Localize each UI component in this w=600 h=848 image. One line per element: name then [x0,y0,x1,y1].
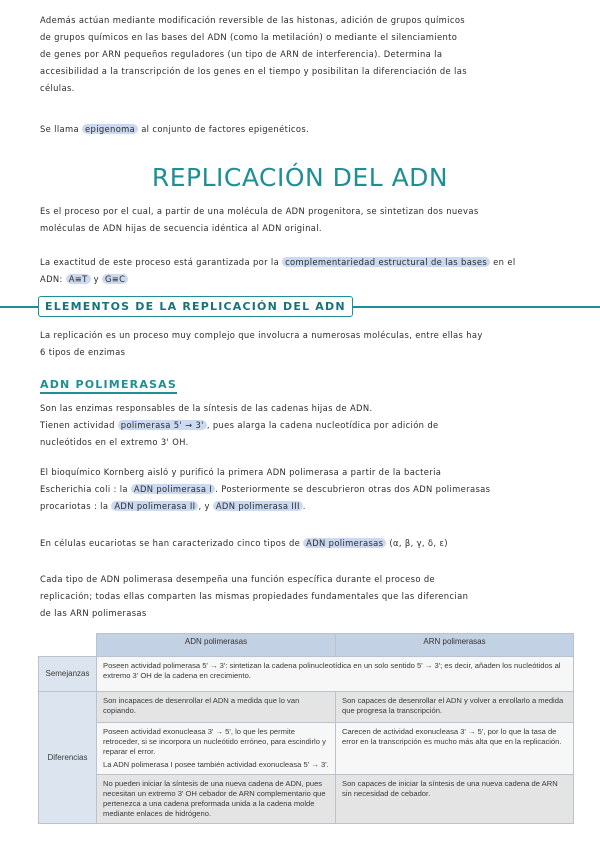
eucariotas-highlight: ADN polimerasas [303,538,386,548]
diff-cell-arn: Carecen de actividad exonucleasa 3' → 5', por lo que la tasa de error en la transcripción es mucho más alta que en la replicación. [336,723,574,775]
eucariotas-pre: En células eucariotas se han caracterizado cinco tipos de [40,538,301,548]
exactitud-paragraph [40,254,560,288]
intro-line: Además actúan mediante modificación reversible de las histonas, adición de grupos químicos [40,15,466,25]
header-adn-polimerasas: ADN polimerasas [97,634,336,657]
kornberg-paragraph [40,464,560,515]
intro-line: de genes por ARN pequeños reguladores (un tipo de ARN de interferencia). Determina la [40,49,443,59]
exonucleasa-note: La ADN polimerasa I posee también actividad exonucleasa 5' → 3'. [103,760,329,769]
diff-cell-arn: Son capaces de desenrollar el ADN y volver a enrollarlo a medida que progresa la transcripción. [336,692,574,723]
adn-pol-iii: ADN polimerasa III [213,501,303,511]
epigenoma-pre: Se llama [40,124,80,134]
diff-cell-adn: No pueden iniciar la síntesis de una nueva cadena de ADN, pues necesitan un extremo 3' OH cebador de ARN complementario que pertenezca a una cadena preformada unida a la cadena molde mediante enlaces de hidrógeno. [97,775,336,824]
complejo-line: 6 tipos de enzimas [40,347,126,357]
cada-paragraph [40,571,560,622]
base-pair-gc: G≡C [102,274,128,284]
table-row [39,657,574,692]
exactitud-line-1 [40,254,560,271]
definition-line: moléculas de ADN hijas de secuencia idéntica al ADN original. [40,223,322,233]
table-row [39,692,574,723]
kornberg-procariotas: procariotas : la [40,501,109,511]
polimerasa-line: nucleótidos en el extremo 3' OH. [40,437,189,447]
epigenoma-post: al conjunto de factores epigenéticos. [141,124,310,134]
definition-paragraph [40,203,560,237]
intro-paragraph [40,12,560,97]
cada-line: Cada tipo de ADN polimerasa desempeña una función específica durante el proceso de [40,574,436,584]
kornberg-y: , y [198,501,210,511]
eucariotas-paragraph [40,535,560,552]
intro-line: accesibilidad a la transcripción de los genes en el tiempo y posibilitan la diferenciación de las [40,66,467,76]
polimerasa-highlight: polimerasa 5' → 3' [118,420,207,430]
epigenoma-sentence [40,121,560,138]
cada-line: replicación; todas ellas comparten las mismas propiedades fundamentales que las diferencian [40,591,469,601]
kornberg-line: El bioquímico Kornberg aisló y purificó la primera ADN polimerasa a partir de la bacteria [40,467,442,477]
adn-pol-ii: ADN polimerasa II [111,501,198,511]
epigenoma-term: epigenoma [82,124,138,134]
polimerasa-post: , pues alarga la cadena nucleotídica por adición de [206,420,439,430]
complejo-paragraph [40,327,560,361]
table-corner [39,634,97,657]
diff-cell-adn: Son incapaces de desenrollar el ADN a medida que lo van copiando. [97,692,336,723]
exactitud-adn-label: ADN: [40,274,63,284]
section-heading: ELEMENTOS DE LA REPLICACIÓN DEL ADN [38,296,353,317]
table-row [39,775,574,824]
definition-line: Es el proceso por el cual, a partir de una molécula de ADN progenitora, se sintetizan dos nuevas [40,206,479,216]
kornberg-post: . Posteriormente se descubrieron otras dos ADN polimerasas [215,484,491,494]
diff-cell-adn [97,723,336,775]
header-arn-polimerasas: ARN polimerasas [336,634,574,657]
kornberg-line-3 [40,498,560,515]
cada-line: de las ARN polimerasas [40,608,147,618]
complejo-line: La replicación es un proceso muy complejo que involucra a numerosas moléculas, entre ellas hay [40,330,483,340]
base-pair-at: A≡T [66,274,91,284]
kornberg-line-2 [40,481,560,498]
intro-line: de grupos químicos en las bases del ADN (como la metilación) o mediante el silenciamiento [40,32,458,42]
eucariotas-post: (α, β, γ, δ, ε) [389,538,448,548]
table-row [39,723,574,775]
exactitud-line-2 [40,271,560,288]
kornberg-pre: Escherichia coli : la [40,484,128,494]
comparison-table [38,633,574,824]
exactitud-highlight: complementariedad estructural de las bases [282,257,490,267]
intro-line: células. [40,83,75,93]
exactitud-y: y [93,274,99,284]
polimerasa-line: Son las enzimas responsables de la síntesis de las cadenas hijas de ADN. [40,403,373,413]
kornberg-end: . [302,501,306,511]
exactitud-post: en el [493,257,516,267]
exonucleasa-text: Poseen actividad exonucleasa 3' → 5', lo que les permite retroceder, si se incorpora un nucleótido erróneo, para escindirlo y reparar el error. [103,727,326,756]
subheading-adn-polimerasas: ADN POLIMERASAS [40,378,177,394]
polimerasa-pre: Tienen actividad [40,420,115,430]
page-title: REPLICACIÓN DEL ADN [151,163,449,192]
adn-pol-i: ADN polimerasa I [131,484,215,494]
exactitud-pre: La exactitud de este proceso está garantizada por la [40,257,280,267]
row-head-semejanzas: Semejanzas [39,657,97,692]
polimerasa-line-2 [40,417,560,434]
diff-cell-arn: Son capaces de iniciar la síntesis de una nueva cadena de ARN sin necesidad de cebador. [336,775,574,824]
row-head-diferencias: Diferencias [39,692,97,824]
semejanzas-cell: Poseen actividad polimerasa 5' → 3': sintetizan la cadena polinucleotídica en un solo sentido 5' → 3'; es decir, añaden los nucleótidos al extremo 3' OH de la cadena en crecimiento. [97,657,574,692]
table-header-row [39,634,574,657]
polimerasa-paragraph [40,400,560,451]
